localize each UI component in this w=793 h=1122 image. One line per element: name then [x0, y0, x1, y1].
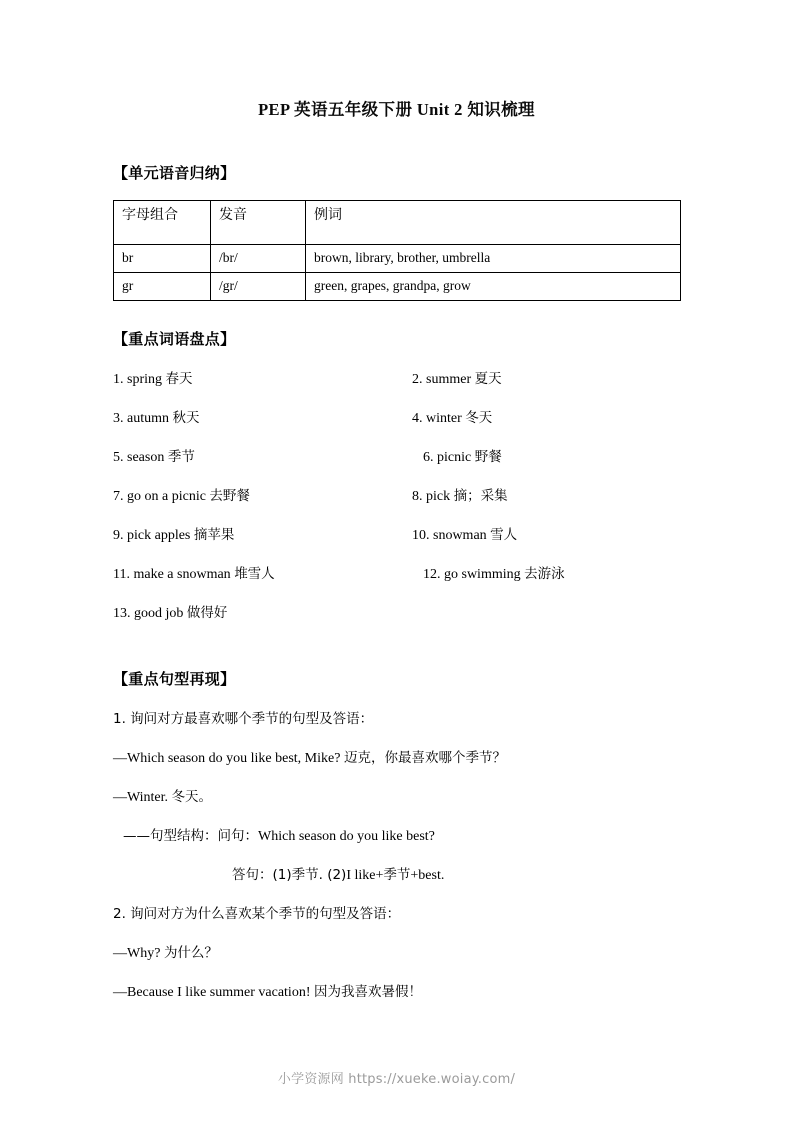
vocabulary-item-number: 7. — [113, 489, 127, 504]
vocabulary-item-chinese: 摘；采集 — [453, 488, 508, 504]
sentence-english: —Because I like summer vacation! — [113, 985, 314, 1000]
vocabulary-item-chinese: 野餐 — [474, 449, 502, 465]
cell-letter-combo: gr — [114, 273, 211, 301]
table-row — [114, 245, 681, 273]
sentence-english: —Winter. — [113, 790, 172, 805]
vocabulary-item-english: go on a picnic — [127, 489, 210, 504]
section-heading-sentences: 【重点句型再现】 — [113, 670, 236, 688]
vocabulary-item-number: 4. — [412, 411, 426, 426]
sentence-line-q1-answer-form — [113, 867, 733, 906]
vocabulary-item — [113, 488, 250, 506]
vocabulary-item-english: go swimming — [444, 567, 525, 582]
sentence-chinese: ——句型结构：问句： — [123, 828, 258, 844]
watermark: 小学资源网 https://xueke.woiay.com/ — [277, 1072, 516, 1087]
vocabulary-item-english: winter — [426, 411, 466, 426]
vocabulary-item — [113, 605, 227, 623]
sentence-chinese: 为什么？ — [163, 945, 218, 961]
sentence-chinese: 因为我喜欢暑假！ — [313, 984, 422, 1000]
vocabulary-row — [113, 371, 703, 410]
vocabulary-item-english: season — [127, 450, 168, 465]
sentence-pattern-list — [113, 711, 733, 1023]
vocabulary-item-number: 9. — [113, 528, 127, 543]
vocabulary-item-number: 13. — [113, 606, 134, 621]
vocabulary-item-chinese: 雪人 — [490, 527, 518, 543]
sentence-line-q1-title — [113, 711, 733, 750]
vocabulary-item-chinese: 夏天 — [474, 371, 502, 387]
vocabulary-item — [113, 527, 234, 545]
vocabulary-item-chinese: 摘苹果 — [193, 527, 235, 543]
vocabulary-item-english: snowman — [433, 528, 491, 543]
vocabulary-row — [113, 605, 703, 644]
sentence-english-2: +best. — [410, 868, 445, 883]
vocabulary-item-chinese: 季节 — [167, 449, 195, 465]
vocabulary-item-english: good job — [134, 606, 187, 621]
section-heading-phonics: 【单元语音归纳】 — [113, 164, 236, 182]
sentence-line-q2-ask — [113, 945, 733, 984]
sentence-chinese: 2. 询问对方为什么喜欢某个季节的句型及答语： — [113, 906, 401, 922]
vocabulary-item-number: 3. — [113, 411, 127, 426]
sentence-chinese: 冬天。 — [171, 789, 213, 805]
vocabulary-item-number: 8. — [412, 489, 426, 504]
vocabulary-item — [423, 566, 565, 584]
sentence-chinese-2: 季节 — [383, 867, 411, 883]
cell-pronunciation: /gr/ — [211, 273, 306, 301]
sentence-english: Which season do you like best? — [258, 829, 435, 844]
vocabulary-item-english: summer — [426, 372, 475, 387]
vocabulary-item — [412, 488, 508, 506]
vocabulary-item — [412, 527, 517, 545]
vocabulary-item — [113, 371, 193, 389]
vocabulary-row — [113, 566, 703, 605]
vocabulary-item-chinese: 春天 — [165, 371, 193, 387]
cell-letter-combo: br — [114, 245, 211, 273]
vocabulary-item-chinese: 秋天 — [172, 410, 200, 426]
vocabulary-list — [113, 371, 703, 644]
vocabulary-item — [412, 371, 502, 389]
sentence-chinese: 1. 询问对方最喜欢哪个季节的句型及答语： — [113, 711, 374, 727]
sentence-line-q2-answer — [113, 984, 733, 1023]
sentence-line-q1-answer — [113, 789, 733, 828]
vocabulary-item-english: spring — [127, 372, 166, 387]
vocabulary-item-english: pick apples — [127, 528, 194, 543]
vocabulary-item-english: picnic — [437, 450, 475, 465]
table-header-row — [114, 201, 681, 245]
vocabulary-item — [113, 566, 275, 584]
cell-pronunciation: /br/ — [211, 245, 306, 273]
vocabulary-item — [113, 410, 200, 428]
phonics-table — [113, 200, 681, 301]
vocabulary-item — [412, 410, 492, 428]
table-header-examples: 例词 — [306, 201, 681, 245]
sentence-english: —Why? — [113, 946, 164, 961]
vocabulary-row — [113, 449, 703, 488]
cell-examples: brown, library, brother, umbrella — [306, 245, 681, 273]
vocabulary-item-number: 10. — [412, 528, 433, 543]
vocabulary-row — [113, 410, 703, 449]
sentence-line-q1-structure — [113, 828, 733, 867]
vocabulary-item — [423, 449, 502, 467]
sentence-chinese: 迈克，你最喜欢哪个季节？ — [343, 750, 506, 766]
sentence-chinese: 答句：(1)季节. (2) — [232, 867, 347, 883]
vocabulary-item-chinese: 堆雪人 — [234, 566, 275, 582]
vocabulary-item-number: 11. — [113, 567, 134, 582]
section-heading-vocabulary: 【重点词语盘点】 — [113, 330, 236, 348]
vocabulary-item-english: autumn — [127, 411, 173, 426]
vocabulary-row — [113, 527, 703, 566]
sentence-english: I like+ — [346, 868, 384, 883]
sentence-english: —Which season do you like best, Mike? — [113, 751, 344, 766]
vocabulary-item-chinese: 冬天 — [465, 410, 493, 426]
vocabulary-item-number: 5. — [113, 450, 127, 465]
table-header-letter-combo: 字母组合 — [114, 201, 211, 245]
table-row — [114, 273, 681, 301]
vocabulary-item-chinese: 去野餐 — [209, 488, 250, 504]
vocabulary-item-english: make a snowman — [133, 567, 235, 582]
vocabulary-item-number: 2. — [412, 372, 426, 387]
vocabulary-item-chinese: 做得好 — [186, 605, 228, 621]
vocabulary-item-number: 6. — [423, 450, 437, 465]
vocabulary-item-english: pick — [426, 489, 454, 504]
vocabulary-item-chinese: 去游泳 — [524, 566, 565, 582]
vocabulary-row — [113, 488, 703, 527]
sentence-line-q1-ask — [113, 750, 733, 789]
vocabulary-item-number: 12. — [423, 567, 444, 582]
vocabulary-item — [113, 449, 195, 467]
sentence-line-q2-title — [113, 906, 733, 945]
cell-examples: green, grapes, grandpa, grow — [306, 273, 681, 301]
vocabulary-item-number: 1. — [113, 372, 127, 387]
page-title: PEP 英语五年级下册 Unit 2 知识梳理 — [258, 100, 535, 119]
table-header-pronunciation: 发音 — [211, 201, 306, 245]
